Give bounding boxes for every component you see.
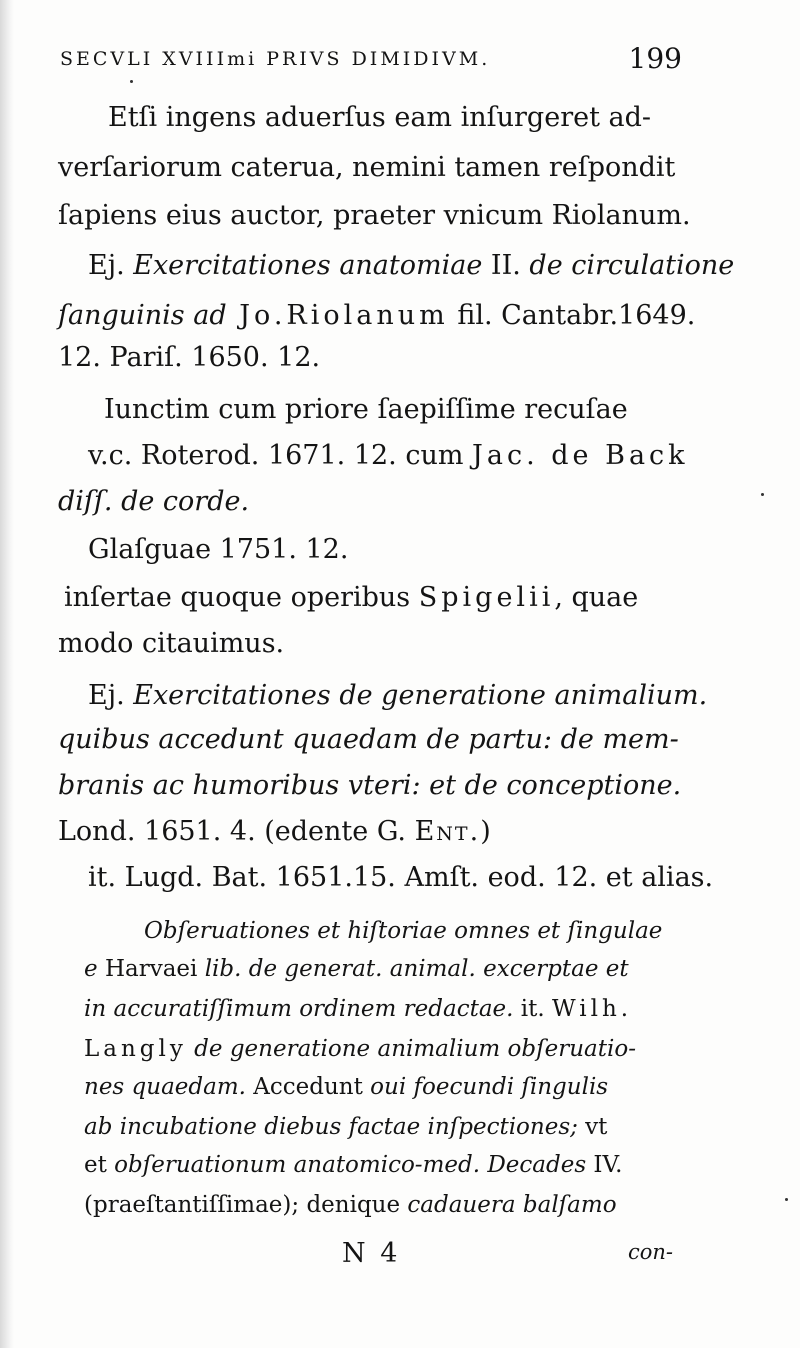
text-segment: ſapiens eius auctor, praeter vnicum Riolanum. [58,200,691,231]
note-line [84,1034,636,1064]
text-segment: branis ac humoribus vteri: et de conceptione. [58,770,682,801]
text-segment: Jo.Riolanum [226,300,449,331]
text-segment: ab incubatione diebus factae inſpectiones; [84,1114,578,1140]
text-segment: lib. de generat. animal. excerptae et [197,956,629,982]
text-segment: cadauera balſamo [407,1192,617,1218]
note-line [84,916,662,946]
text-segment: Spigelii [418,582,555,613]
text-line [58,340,320,376]
signature-mark: N 4 [342,1238,401,1269]
text-segment: Lond. 1651. 4. (edente G. [58,816,415,847]
text-segment: vt [577,1114,608,1140]
text-segment: e [84,956,105,982]
running-header [60,42,682,78]
text-segment: Exercitationes de generatione animalium. [133,680,708,711]
note-line [84,994,632,1024]
text-segment: II. [482,250,530,281]
note-line [84,954,629,984]
text-line [58,580,638,616]
text-segment: Harvaei [104,956,198,982]
text-segment: Accedunt [245,1074,371,1100]
text-line [58,438,689,474]
text-line [58,626,284,662]
note-line [84,1150,622,1180]
text-segment: de generatione animalium obſeruatio- [186,1036,636,1062]
text-segment: inſertae quoque operibus [64,582,419,613]
text-segment: diſſ. de corde. [58,486,250,517]
text-line [58,722,679,758]
text-segment: obſeruationum anatomico-med. Decades [114,1152,587,1178]
note-line [84,1112,607,1142]
note-line [84,1072,608,1102]
text-line [58,814,491,850]
scan-speck [785,1198,788,1201]
text-segment: ſanguinis ad [58,300,227,331]
text-line [58,768,681,804]
text-line [58,678,707,714]
page-number: 199 [628,42,682,75]
text-line [58,532,348,568]
text-segment: quibus accedunt quaedam de partu: de mem- [58,724,679,755]
text-segment: Ent. [414,816,481,847]
text-segment: fil. Cantabr.1649. [448,300,696,331]
text-line [58,484,249,520]
text-segment: modo citauimus. [58,628,285,659]
text-line [58,198,691,234]
text-segment: Exercitationes anatomiae [133,250,483,281]
text-segment: ) [480,816,491,847]
text-line [58,860,713,896]
text-segment: Ej. [88,680,134,711]
text-segment: Glaſguae 1751. 12. [88,534,349,565]
text-segment: de circulatione [529,250,735,281]
text-line [58,248,734,284]
text-segment: Jac. de Back [472,440,689,471]
text-segment: Wilh. [552,996,633,1022]
text-segment: Iunctim cum priore ſaepiſſime recuſae [104,394,628,425]
text-segment: v.c. Roterod. 1671. 12. cum [88,440,473,471]
text-segment: 12. Pariſ. 1650. 12. [58,342,321,373]
note-line [84,1190,617,1220]
text-segment: , quae [554,582,639,613]
scan-speck [130,80,133,83]
text-segment: verſariorum caterua, nemini tamen reſpondit [58,152,676,183]
running-title: SECVLI XVIIImi PRIVS DIMIDIVM. [60,48,491,70]
text-segment: it. Lugd. Bat. 1651.15. Amſt. eod. 12. et alias. [88,862,714,893]
text-segment: IV. [586,1152,623,1178]
text-line [58,150,675,186]
text-line [58,100,651,136]
gutter-shadow [0,0,14,1348]
text-segment: Obſeruationes et hiſtoriae omnes et ſingulae [144,918,663,944]
text-line [58,298,695,334]
text-segment: Etſi ingens aduerſus eam inſurgeret ad- [108,102,652,133]
text-segment: oui foecundi ſingulis [370,1074,609,1100]
scan-speck [761,493,764,496]
text-segment: nes quaedam. [84,1074,246,1100]
text-segment: it. [513,996,553,1022]
text-segment: (praeſtantiſſimae); denique [84,1192,408,1218]
catchword: con- [628,1240,674,1264]
text-line [58,392,628,428]
text-segment: Ej. [88,250,134,281]
text-segment: in accuratiſſimum ordinem redactae. [84,996,514,1022]
text-segment: Langly [84,1036,187,1062]
text-segment: et [84,1152,115,1178]
